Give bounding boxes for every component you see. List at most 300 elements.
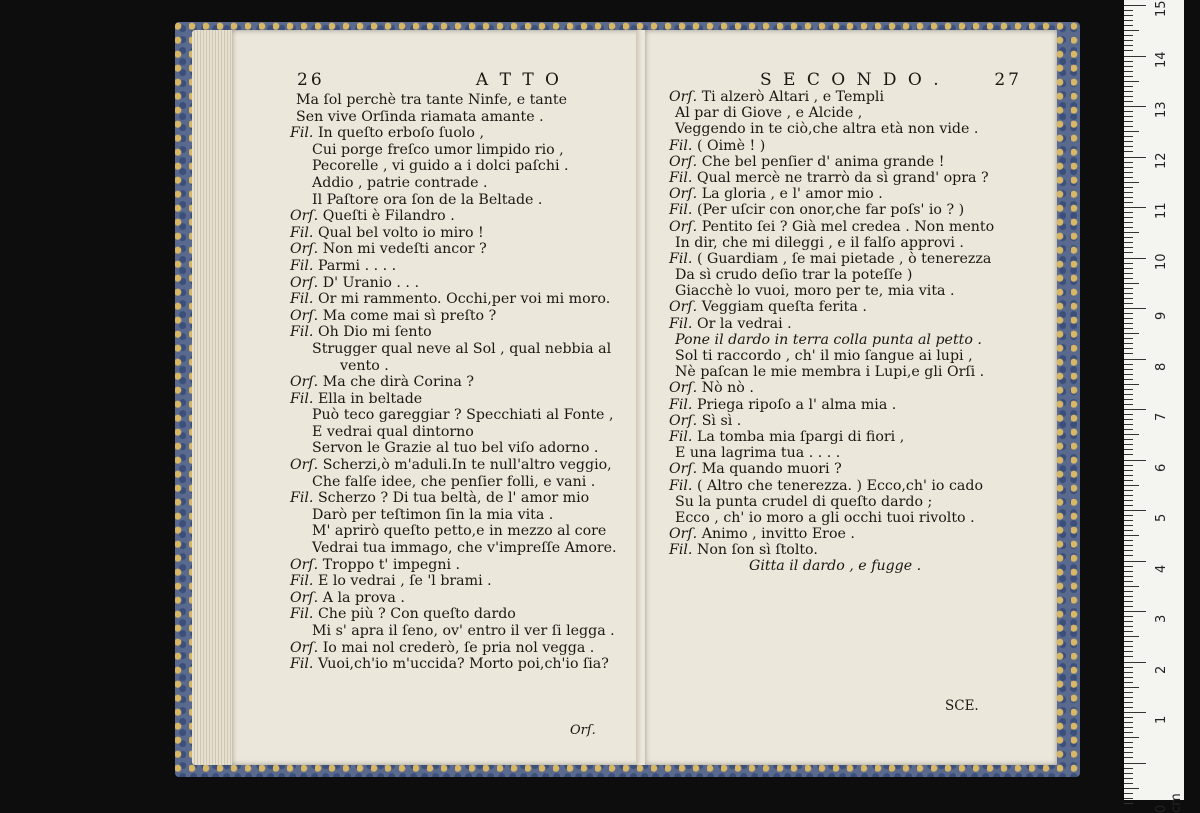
running-head-right: S E C O N D O . — [760, 70, 942, 90]
ruler-tick — [1124, 182, 1139, 183]
catchword-left: Orſ. — [570, 723, 596, 738]
ruler-tick — [1124, 76, 1133, 77]
text-line — [669, 380, 994, 396]
ruler-tick — [1124, 91, 1133, 92]
speaker-label: Orſ. — [290, 374, 319, 391]
ruler-tick — [1124, 389, 1133, 390]
text-line — [669, 267, 994, 283]
speaker-label: Fil. — [290, 324, 314, 341]
ruler-tick — [1124, 434, 1139, 435]
ruler-tick — [1124, 535, 1139, 536]
ruler-tick — [1124, 348, 1133, 349]
speaker-label: Fil. — [290, 573, 314, 590]
ruler-tick — [1124, 662, 1146, 663]
text-line — [290, 474, 617, 491]
ruler-tick — [1124, 303, 1133, 304]
ruler-tick — [1124, 596, 1133, 597]
ruler-tick — [1124, 424, 1133, 425]
text-line — [290, 192, 617, 209]
ruler-tick — [1124, 550, 1133, 551]
text-line — [290, 341, 617, 358]
ruler-tick — [1124, 263, 1133, 264]
ruler-tick — [1124, 131, 1139, 132]
line-text: Scherzi,ò m'aduli.In te null'altro veggio, — [322, 457, 612, 474]
ruler-tick — [1124, 672, 1133, 673]
speaker-label: Fil. — [669, 202, 693, 219]
speaker-label: Orſ. — [669, 380, 698, 397]
text-line — [290, 440, 617, 457]
ruler-tick — [1124, 717, 1133, 718]
line-text: Ti alzerò Altari , e Templi — [701, 89, 884, 105]
ruler-tick — [1124, 763, 1146, 764]
right-page-text — [669, 89, 994, 575]
ruler-tick — [1124, 136, 1133, 137]
ruler-tick — [1124, 288, 1133, 289]
ruler-label: 14 — [1154, 50, 1169, 68]
speaker-label: Fil. — [290, 291, 314, 308]
speaker-label: Orſ. — [669, 186, 698, 203]
ruler-tick — [1124, 737, 1139, 738]
line-text: Cui porge freſco umor limpido rio , — [312, 141, 564, 158]
ruler-tick — [1124, 111, 1133, 112]
text-line — [669, 283, 994, 299]
speaker-label: Fil. — [669, 542, 693, 559]
line-text: La gloria , e l' amor mio . — [701, 186, 883, 203]
ruler-tick — [1124, 611, 1146, 612]
ruler-tick — [1124, 151, 1133, 152]
speaker-label: Fil. — [290, 390, 314, 407]
ruler-tick — [1124, 298, 1133, 299]
text-line — [290, 158, 617, 175]
text-line — [290, 358, 617, 375]
ruler-tick — [1124, 187, 1133, 188]
line-text: Veggiam queſta ferita . — [701, 299, 867, 316]
line-text: La tomba mia ſpargi di fiori , — [696, 428, 905, 445]
text-line — [290, 507, 617, 524]
line-text: Parmi . . . . — [317, 257, 397, 274]
line-text: Strugger qual neve al Sol , qual nebbia al — [312, 340, 612, 357]
ruler-tick — [1124, 35, 1133, 36]
ruler-tick — [1124, 677, 1133, 678]
line-text: Veggendo in te ciò,che altra età non vide . — [675, 121, 979, 138]
text-line — [290, 424, 617, 441]
text-line — [669, 170, 994, 186]
ruler-tick — [1124, 359, 1146, 360]
line-text: ( Oimè ! ) — [696, 137, 766, 154]
speaker-label: Fil. — [290, 224, 314, 241]
ruler-tick — [1124, 752, 1133, 753]
ruler-tick — [1124, 747, 1133, 748]
ruler-tick — [1124, 520, 1133, 521]
ruler-tick — [1124, 707, 1133, 708]
line-text: ( Guardiam , ſe mai pietade , ò tenerezza — [696, 250, 992, 267]
ruler-tick — [1124, 793, 1133, 794]
line-text: Mi s' apra il ſeno, ov' entro il ver ſi legga . — [312, 623, 615, 639]
ruler-tick — [1124, 10, 1133, 11]
speaker-label: Fil. — [669, 396, 693, 413]
line-text: E lo vedrai , ſe 'l brami . — [317, 573, 492, 590]
ruler-tick — [1124, 273, 1133, 274]
ruler-tick — [1124, 258, 1146, 259]
ruler-label: 4 — [1154, 564, 1169, 573]
ruler-tick — [1124, 192, 1133, 193]
line-text: Pentito ſei ? Già mel credea . Non mento — [701, 218, 995, 235]
text-line — [669, 558, 994, 574]
line-text: Priega ripoſo a l' alma mia . — [696, 396, 897, 413]
text-line — [290, 291, 617, 308]
ruler-tick — [1124, 247, 1133, 248]
ruler-tick — [1124, 439, 1133, 440]
speaker-label: Fil. — [290, 606, 314, 623]
ruler-tick — [1124, 172, 1133, 173]
ruler-tick — [1124, 343, 1133, 344]
speaker-label: Fil. — [669, 250, 693, 267]
ruler-tick — [1124, 232, 1139, 233]
speaker-label: Orſ. — [290, 639, 319, 656]
ruler-tick — [1124, 621, 1133, 622]
ruler-tick — [1124, 732, 1133, 733]
line-text: Giacchè lo vuoi, moro per te, mia vita . — [675, 283, 955, 300]
line-text: Sì sì . — [701, 412, 742, 429]
right-page-header — [760, 70, 1022, 90]
ruler-tick — [1124, 783, 1133, 784]
ruler-tick — [1124, 399, 1133, 400]
ruler-tick — [1124, 631, 1133, 632]
line-text: In dir, che mi dileggi , e il falſo approvi . — [675, 234, 964, 251]
line-text: E vedrai qual dintorno — [312, 423, 474, 440]
line-text: A la prova . — [322, 589, 405, 606]
line-text: Ma quando muori ? — [701, 461, 842, 478]
text-line — [669, 478, 994, 494]
line-text: Non mi vedeſti ancor ? — [322, 241, 487, 258]
line-text: In queſto erboſo ſuolo , — [317, 125, 484, 142]
line-text: Il Paſtore ora ſon de la Beltade . — [312, 191, 543, 208]
ruler-tick — [1124, 495, 1133, 496]
ruler-tick — [1124, 525, 1133, 526]
text-line — [669, 316, 994, 332]
ruler-label: 11 — [1154, 202, 1169, 219]
speaker-label: Orſ. — [290, 241, 319, 258]
ruler-tick — [1124, 778, 1133, 779]
ruler-tick — [1124, 702, 1133, 703]
text-line — [669, 364, 994, 380]
ruler-label: 1 — [1154, 715, 1169, 724]
ruler-tick — [1124, 641, 1133, 642]
ruler-tick — [1124, 30, 1139, 31]
ruler-tick — [1124, 5, 1146, 6]
ruler-tick — [1124, 157, 1146, 158]
line-text: (Per uſcir con onor,che far poſs' io ? ) — [696, 202, 965, 219]
speaker-label: Orſ. — [669, 526, 698, 543]
ruler-tick — [1124, 394, 1133, 395]
line-text: Sen vive Orſinda riamata amante . — [296, 108, 544, 125]
ruler-tick — [1124, 586, 1139, 587]
line-text: Ma come mai sì preſto ? — [322, 307, 497, 324]
ruler-tick — [1124, 566, 1133, 567]
ruler-tick — [1124, 601, 1133, 602]
ruler-label: 9 — [1154, 311, 1169, 320]
ruler-tick — [1124, 369, 1133, 370]
line-text: Scherzo ? Di tua beltà, de l' amor mio — [317, 490, 590, 507]
ruler-tick — [1124, 101, 1133, 102]
ruler-label: 3 — [1154, 614, 1169, 623]
text-line — [290, 523, 617, 540]
ruler-tick — [1124, 40, 1133, 41]
text-line — [290, 275, 617, 292]
text-line — [669, 332, 994, 348]
ruler-tick — [1124, 712, 1146, 713]
ruler-tick — [1124, 71, 1133, 72]
text-line — [669, 413, 994, 429]
ruler-tick — [1124, 353, 1133, 354]
ruler-label: 2 — [1154, 665, 1169, 674]
ruler-tick — [1124, 510, 1146, 511]
line-text: M' aprirò queſto petto,e in mezzo al core — [312, 523, 607, 540]
text-line — [290, 324, 617, 341]
ruler-label: 8 — [1154, 362, 1169, 371]
text-line — [669, 397, 994, 413]
speaker-label: Orſ. — [669, 218, 698, 235]
line-text: Vuoi,ch'io m'uccida? Morto poi,ch'io ſia? — [317, 656, 609, 673]
speaker-label: Orſ. — [669, 299, 698, 316]
ruler-tick — [1124, 470, 1133, 471]
line-text: Or mi rammento. Occhi,per voi mi moro. — [317, 291, 611, 308]
text-line — [290, 241, 617, 258]
text-line — [669, 105, 994, 121]
ruler-tick — [1124, 25, 1133, 26]
speaker-label: Orſ. — [669, 89, 698, 105]
ruler-tick — [1124, 419, 1133, 420]
ruler-tick — [1124, 540, 1133, 541]
ruler-label: 10 — [1154, 252, 1169, 270]
ruler-tick — [1124, 222, 1133, 223]
text-line — [290, 407, 617, 424]
ruler-tick — [1124, 338, 1133, 339]
line-text: Nò nò . — [701, 380, 754, 397]
ruler-tick — [1124, 444, 1133, 445]
text-line — [290, 92, 617, 109]
line-text: Sol ti raccordo , ch' il mio ſangue ai lupi , — [675, 348, 973, 364]
speaker-label: Fil. — [290, 656, 314, 673]
ruler-tick — [1124, 773, 1133, 774]
line-text: Qual bel volto io miro ! — [317, 224, 484, 241]
speaker-label: Fil. — [669, 315, 693, 332]
ruler-tick — [1124, 126, 1133, 127]
ruler-tick — [1124, 692, 1133, 693]
text-line — [290, 225, 617, 242]
ruler-tick — [1124, 278, 1133, 279]
line-text: Addio , patrie contrade . — [312, 174, 488, 191]
ruler-tick — [1124, 505, 1133, 506]
ruler-tick — [1124, 227, 1133, 228]
text-line — [669, 186, 994, 202]
ruler-tick — [1124, 374, 1133, 375]
ruler-label: 0 cm — [1154, 792, 1184, 813]
line-text: Al par di Giove , e Alcide , — [675, 105, 863, 122]
line-text: Troppo t' impegni . — [322, 556, 461, 573]
ruler-tick — [1124, 768, 1133, 769]
ruler-tick — [1124, 106, 1146, 107]
page-number-left: 26 — [297, 70, 325, 90]
ruler-tick — [1124, 237, 1133, 238]
ruler-tick — [1124, 449, 1133, 450]
ruler-tick — [1124, 530, 1133, 531]
text-line — [290, 308, 617, 325]
text-line — [290, 125, 617, 142]
line-text: Ecco , ch' io moro a gli occhi tuoi rivolto . — [675, 509, 975, 526]
ruler-label: 12 — [1154, 151, 1169, 169]
ruler-tick — [1124, 207, 1146, 208]
ruler-tick — [1124, 682, 1133, 683]
ruler-tick — [1124, 571, 1133, 572]
ruler-tick — [1124, 141, 1133, 142]
text-line — [669, 542, 994, 558]
ruler-tick — [1124, 626, 1133, 627]
ruler-tick — [1124, 667, 1133, 668]
text-line — [669, 219, 994, 235]
ruler-tick — [1124, 727, 1133, 728]
line-text: Ma che dirà Corina ? — [322, 374, 474, 391]
ruler-tick — [1124, 116, 1133, 117]
ruler-tick — [1124, 722, 1133, 723]
ruler-tick — [1124, 409, 1146, 410]
catchword-right: SCE. — [945, 698, 979, 714]
ruler-tick — [1124, 500, 1133, 501]
left-page — [232, 30, 642, 765]
text-line — [669, 510, 994, 526]
ruler-tick — [1124, 561, 1146, 562]
running-head-left: A T T O — [475, 70, 562, 90]
text-line — [290, 540, 617, 557]
line-text: Pecorelle , vi guido a i dolci paſchi . — [312, 158, 569, 175]
speaker-label: Orſ. — [290, 589, 319, 606]
ruler-tick — [1124, 293, 1133, 294]
speaker-label: Fil. — [669, 137, 693, 154]
ruler-tick — [1124, 687, 1139, 688]
ruler-label: 13 — [1154, 101, 1169, 118]
ruler-tick — [1124, 61, 1133, 62]
ruler-tick — [1124, 480, 1133, 481]
line-text: D' Uranio . . . — [322, 274, 419, 291]
speaker-label: Fil. — [669, 477, 693, 494]
speaker-label: Orſ. — [290, 457, 319, 474]
text-line — [290, 623, 617, 640]
line-text: Che più ? Con queſto dardo — [317, 606, 516, 623]
line-text: Oh Dio mi ſento — [317, 324, 432, 341]
ruler-tick — [1124, 364, 1133, 365]
ruler-tick — [1124, 475, 1133, 476]
text-line — [290, 490, 617, 507]
line-text: Queſti è Filandro . — [322, 208, 455, 225]
line-text: Che falſe idee, che penſier folli, e vani . — [312, 473, 596, 490]
line-text: Da sì crudo deſio trar la poteſſe ) — [675, 267, 913, 284]
text-line — [290, 391, 617, 408]
ruler-tick — [1124, 485, 1139, 486]
ruler-tick — [1124, 283, 1139, 284]
ruler-tick — [1124, 333, 1139, 334]
text-line — [669, 494, 994, 510]
line-text: Gitta il dardo , e fugge . — [749, 558, 922, 575]
line-text: Animo , invitto Eroe . — [701, 526, 855, 543]
line-text: Può teco gareggiar ? Specchiati al Fonte , — [312, 407, 614, 424]
text-line — [290, 656, 617, 673]
speaker-label: Fil. — [290, 125, 314, 142]
ruler-tick — [1124, 460, 1146, 461]
ruler-tick — [1124, 212, 1133, 213]
ruler-tick — [1124, 20, 1133, 21]
text-line — [290, 175, 617, 192]
ruler-tick — [1124, 146, 1133, 147]
line-text: Qual mercè ne trarrò da sì grand' opra ? — [696, 169, 989, 186]
ruler-label: 15 — [1154, 0, 1169, 17]
ruler-tick — [1124, 328, 1133, 329]
ruler-tick — [1124, 81, 1139, 82]
speaker-label: Orſ. — [290, 208, 319, 225]
ruler-tick — [1124, 50, 1133, 51]
ruler-tick — [1124, 515, 1133, 516]
speaker-label: Orſ. — [669, 412, 698, 429]
text-line — [669, 461, 994, 477]
line-text: Pone il dardo in terra colla punta al petto . — [675, 331, 982, 348]
text-line — [290, 457, 617, 474]
speaker-label: Fil. — [669, 169, 693, 186]
ruler-tick — [1124, 45, 1133, 46]
text-line — [669, 445, 994, 461]
text-line — [290, 208, 617, 225]
line-text: Servon le Grazie al tuo bel viſo adorno . — [312, 440, 599, 457]
line-text: ( Altro che tenerezza. ) Ecco,ch' io cado — [696, 477, 983, 494]
ruler-tick — [1124, 636, 1139, 637]
ruler-tick — [1124, 803, 1133, 804]
text-line — [669, 202, 994, 218]
speaker-label: Orſ. — [669, 461, 698, 478]
ruler-tick — [1124, 313, 1133, 314]
measurement-ruler — [1124, 0, 1184, 813]
ruler-tick — [1124, 197, 1133, 198]
line-text: vento . — [340, 357, 389, 374]
ruler-tick — [1124, 15, 1133, 16]
ruler-tick — [1124, 757, 1133, 758]
page-number-right: 27 — [994, 70, 1022, 90]
line-text: Su la punta crudel di queſto dardo ; — [675, 493, 933, 510]
line-text: Vedrai tua immago, che v'impreſſe Amore. — [312, 540, 617, 557]
ruler-tick — [1124, 465, 1133, 466]
text-line — [290, 573, 617, 590]
speaker-label: Fil. — [669, 428, 693, 445]
text-line — [290, 590, 617, 607]
ruler-tick — [1124, 56, 1146, 57]
ruler-tick — [1124, 656, 1133, 657]
ruler-tick — [1124, 651, 1133, 652]
text-line — [669, 121, 994, 137]
ruler-label: 5 — [1154, 513, 1169, 522]
ruler-tick — [1124, 490, 1133, 491]
line-text: Non ſon sì ſtolto. — [696, 542, 818, 559]
text-line — [669, 429, 994, 445]
ruler-tick — [1124, 788, 1139, 789]
text-line — [290, 557, 617, 574]
ruler-tick — [1124, 177, 1133, 178]
text-line — [669, 299, 994, 315]
speaker-label: Orſ. — [669, 153, 698, 170]
text-line — [669, 235, 994, 251]
ruler-tick — [1124, 308, 1146, 309]
ruler-label: 7 — [1154, 412, 1169, 421]
text-line — [669, 154, 994, 170]
speaker-label: Orſ. — [290, 307, 319, 324]
text-line — [669, 138, 994, 154]
ruler-tick — [1124, 242, 1133, 243]
